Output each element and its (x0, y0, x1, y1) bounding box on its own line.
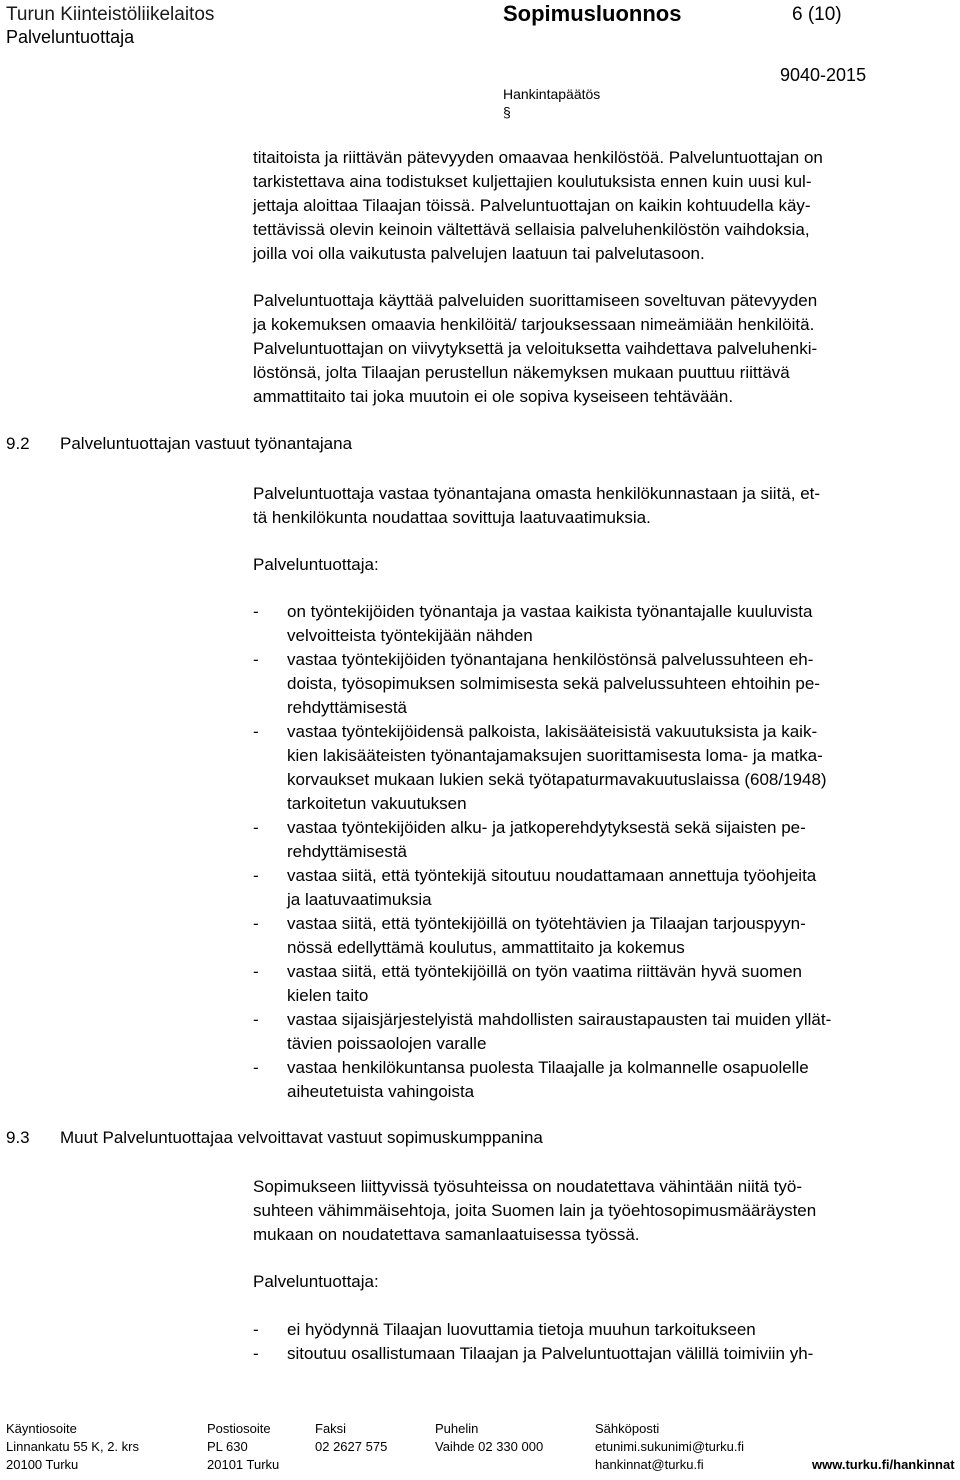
text-line: ei hyödynnä Tilaajan luovuttamia tietoja muuhun tarkoitukseen (287, 1320, 756, 1339)
text-line: rehdyttämisestä (287, 698, 407, 717)
section-symbol: § (503, 104, 511, 120)
label-text: Palveluntuottaja: (253, 555, 379, 574)
text-line: mukaan on noudatettava samanlaatuisessa työssä. (253, 1225, 640, 1244)
text-line: joilla voi olla vaikutusta palvelujen laatuun tai palvelutasoon. (253, 244, 705, 263)
list-item (253, 1318, 953, 1342)
text-line: Palveluntuottaja käyttää palveluiden suorittamiseen soveltuvan pätevyyden (253, 291, 818, 310)
obligations-list-2 (253, 1318, 953, 1366)
dash-bullet: - (253, 818, 259, 837)
document-title: Sopimusluonnos (503, 1, 682, 26)
text-line: vastaa työntekijöidensä palkoista, lakisääteisistä vakuutuksista ja kaik- (287, 722, 818, 741)
list-item (253, 912, 953, 960)
footer-label: Faksi (315, 1421, 347, 1436)
footer-label: Sähköposti (595, 1421, 660, 1436)
section-number: 9.2 (6, 434, 30, 453)
footer-phone (435, 1420, 543, 1456)
organization-name: Turun Kiinteistöliikelaitos (6, 4, 215, 25)
list-item (253, 1056, 953, 1104)
list-item (253, 816, 953, 864)
footer-email-link[interactable]: etunimi.sukunimi@turku.fi (595, 1439, 745, 1454)
text-line: vastaa työntekijöiden alku- ja jatkoperehdytyksestä sekä sijaisten pe- (287, 818, 806, 837)
list-item (253, 864, 953, 912)
list-intro-label (253, 1270, 953, 1294)
dash-bullet: - (253, 1344, 259, 1363)
text-line: kien lakisääteisten työnantajamaksujen suorittamisesta loma- ja matka- (287, 746, 823, 765)
text-line: nössä edellyttämä koulutus, ammattitaito ja kokemus (287, 938, 685, 957)
dash-bullet: - (253, 722, 259, 741)
document-subtitle: Palveluntuottaja (6, 27, 135, 47)
footer-value: 20100 Turku (6, 1457, 79, 1472)
list-item (253, 600, 953, 648)
footer-postal-address (207, 1420, 279, 1474)
list-item (253, 1008, 953, 1056)
document-type-label: Hankintapäätös (503, 86, 601, 102)
list-intro-label (253, 553, 953, 577)
footer-label: Postiosoite (207, 1421, 271, 1436)
text-line: on työntekijöiden työnantaja ja vastaa kaikista työnantajalle kuuluvista (287, 602, 813, 621)
text-line: Palveluntuottaja vastaa työnantajana omasta henkilökunnastaan ja siitä, et- (253, 484, 821, 503)
text-line: Palveluntuottajan on viivytyksettä ja veloituksetta vaihdettava palveluhenki- (253, 339, 818, 358)
text-line: aiheutetuista vahingoista (287, 1082, 475, 1101)
text-line: kielen taito (287, 986, 369, 1005)
footer-visiting-address (6, 1420, 139, 1474)
list-item (253, 1342, 953, 1366)
dash-bullet: - (253, 1058, 259, 1077)
paragraph-minimum-terms (253, 1175, 953, 1247)
text-line: ammattitaito tai joka muutoin ei ole sopiva kyseiseen tehtävään. (253, 387, 734, 406)
footer-value: Linnankatu 55 K, 2. krs (6, 1439, 139, 1454)
text-line: doista, työsopimuksen solmimisesta sekä palvelussuhteen ehtoihin pe- (287, 674, 820, 693)
footer-email (595, 1420, 744, 1474)
footer-value: Vaihde 02 330 000 (435, 1439, 544, 1454)
footer-website-link[interactable]: www.turku.fi/hankinnat (812, 1457, 955, 1472)
footer-label: Käyntiosoite (6, 1421, 77, 1436)
page-number: 6 (10) (792, 4, 842, 25)
text-line: vastaa sijaisjärjestelyistä mahdollisten sairaustapausten tai muiden yllät- (287, 1010, 832, 1029)
text-line: tettävissä olevin keinoin vältettävä sellaisia palveluhenkilöstön vaihdoksia, (253, 220, 810, 239)
text-line: jettaja aloittaa Tilaajan töissä. Palveluntuottajan on kaikin kohtuudella käy- (253, 196, 811, 215)
text-line: rehdyttämisestä (287, 842, 407, 861)
text-line: Sopimukseen liittyvissä työsuhteissa on noudatettava vähintään niitä työ- (253, 1177, 803, 1196)
paragraph-employer-role (253, 482, 953, 530)
section-title: Muut Palveluntuottajaa velvoittavat vastuut sopimuskumppanina (60, 1128, 543, 1147)
label-text: Palveluntuottaja: (253, 1272, 379, 1291)
section-heading-9-3 (6, 1126, 543, 1150)
text-line: suhteen vähimmäisehtoja, joita Suomen lain ja työehtosopimusmääräysten (253, 1201, 817, 1220)
text-line: vastaa työntekijöiden työnantajana henkilöstönsä palvelussuhteen eh- (287, 650, 814, 669)
text-line: vastaa siitä, että työntekijöillä on työtehtävien ja Tilaajan tarjouspyyn- (287, 914, 806, 933)
text-line: tarkistettava aina todistukset kuljettajien koulutuksista ennen kuin uusi kul- (253, 172, 812, 191)
dash-bullet: - (253, 866, 259, 885)
text-line: sitoutuu osallistumaan Tilaajan ja Palveluntuottajan välillä toimiviin yh- (287, 1344, 814, 1363)
footer-value: PL 630 (207, 1439, 248, 1454)
list-item (253, 648, 953, 720)
text-line: titaitoista ja riittävän pätevyyden omaavaa henkilöstöä. Palveluntuottajan on (253, 148, 823, 167)
text-line: löstönsä, jolta Tilaajan perustellun näkemyksen mukaan puuttuu riittävä (253, 363, 790, 382)
footer-value: 20101 Turku (207, 1457, 280, 1472)
text-line: tä henkilökunta noudattaa sovittuja laatuvaatimuksia. (253, 508, 651, 527)
document-number: 9040-2015 (780, 65, 867, 85)
section-number: 9.3 (6, 1128, 30, 1147)
dash-bullet: - (253, 602, 259, 621)
dash-bullet: - (253, 1320, 259, 1339)
text-line: velvoitteista työntekijään nähden (287, 626, 533, 645)
text-line: vastaa siitä, että työntekijöillä on työn vaatima riittävän hyvä suomen (287, 962, 802, 981)
page-footer (0, 1420, 960, 1480)
dash-bullet: - (253, 1010, 259, 1029)
text-line: tävien poissaolojen varalle (287, 1034, 487, 1053)
list-item (253, 720, 953, 816)
text-line: tarkoitetun vakuutuksen (287, 794, 467, 813)
obligations-list (253, 600, 953, 1104)
footer-fax (315, 1420, 387, 1456)
section-title: Palveluntuottajan vastuut työnantajana (60, 434, 353, 453)
dash-bullet: - (253, 914, 259, 933)
text-line: ja laatuvaatimuksia (287, 890, 432, 909)
footer-label: Puhelin (435, 1421, 479, 1436)
list-item (253, 960, 953, 1008)
footer-email-link[interactable]: hankinnat@turku.fi (595, 1457, 704, 1472)
dash-bullet: - (253, 962, 259, 981)
paragraph-staff-competence (253, 146, 953, 266)
paragraph-qualified-personnel (253, 289, 953, 409)
text-line: vastaa siitä, että työntekijä sitoutuu noudattamaan annettuja työohjeita (287, 866, 817, 885)
text-line: vastaa henkilökuntansa puolesta Tilaajalle ja kolmannelle osapuolelle (287, 1058, 809, 1077)
text-line: korvaukset mukaan lukien sekä työtapaturmavakuutuslaissa (608/1948) (287, 770, 827, 789)
text-line: ja kokemuksen omaavia henkilöitä/ tarjouksessaan nimeämiään henkilöitä. (253, 315, 815, 334)
section-heading-9-2 (6, 432, 352, 456)
footer-value: 02 2627 575 (315, 1439, 388, 1454)
dash-bullet: - (253, 650, 259, 669)
